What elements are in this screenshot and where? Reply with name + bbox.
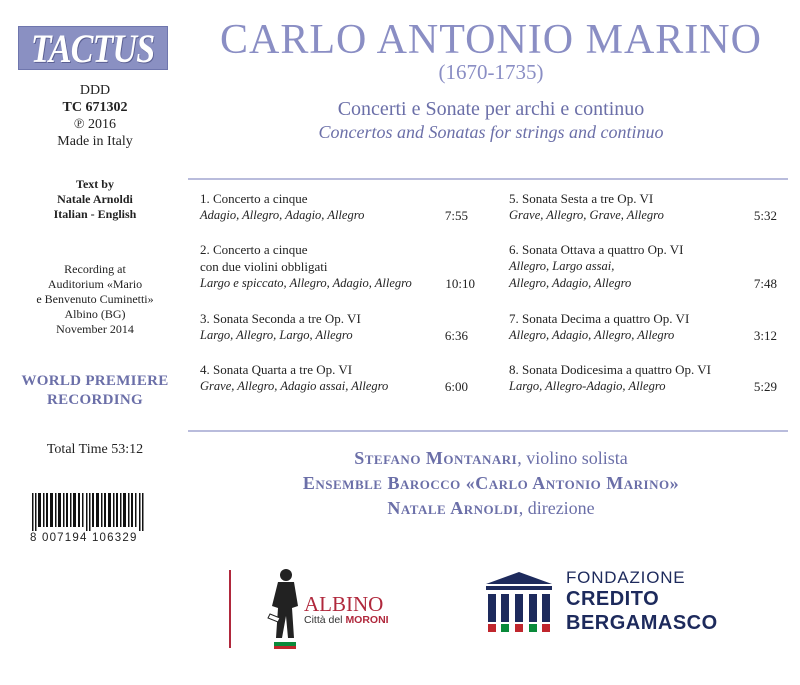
text-by-author: Natale Arnoldi xyxy=(57,192,133,206)
tactus-logo xyxy=(18,26,168,70)
track-title: 8. Sonata Dodicesima a quattro Op. VI xyxy=(509,362,711,377)
track-8 xyxy=(509,361,777,395)
track-movements: Largo, Allegro-Adagio, Allegro xyxy=(509,379,666,393)
text-credits xyxy=(10,177,180,222)
albino-figure-icon xyxy=(264,566,304,650)
track-movements: Grave, Allegro, Grave, Allegro xyxy=(509,208,664,222)
text-languages: Italian - English xyxy=(53,207,137,221)
track-title: 1. Concerto a cinque xyxy=(200,191,308,206)
composer-name: CARLO ANTONIO MARINO xyxy=(220,17,762,63)
track-duration: 6:00 xyxy=(444,379,468,394)
performer-director xyxy=(196,498,786,519)
track-title: 6. Sonata Ottava a quattro Op. VI xyxy=(509,242,684,257)
recording-line-4: Albino (BG) xyxy=(64,307,126,321)
made-in: Made in Italy xyxy=(57,134,133,149)
track-3 xyxy=(200,310,468,344)
track-movements: Allegro, Largo assai, xyxy=(509,259,615,273)
composer-dates: (1670-1735) xyxy=(438,60,544,84)
premiere-line-1: WORLD PREMIERE xyxy=(21,373,169,389)
phonogram-year: ℗ 2016 xyxy=(73,117,117,132)
track-title: 3. Sonata Seconda a tre Op. VI xyxy=(200,311,361,326)
albino-subtitle xyxy=(304,614,389,626)
track-duration: 7:55 xyxy=(444,208,468,223)
track-movements-cont: Allegro, Adagio, Allegro xyxy=(509,276,632,290)
recording-line-1: Recording at xyxy=(64,262,126,276)
track-duration: 5:32 xyxy=(753,208,777,223)
total-time: Total Time 53:12 xyxy=(46,442,144,457)
recording-line-2: Auditorium «Mario xyxy=(47,277,143,291)
recording-line-3: e Benvenuto Cuminetti» xyxy=(36,292,154,306)
track-movements: Allegro, Adagio, Allegro, Allegro xyxy=(509,328,675,342)
world-premiere-badge xyxy=(10,372,180,410)
soloist-role: , violino solista xyxy=(517,448,628,468)
track-movements: Adagio, Allegro, Adagio, Allegro xyxy=(200,208,365,222)
text-by-label: Text by xyxy=(76,177,114,191)
catalog-info xyxy=(10,82,180,150)
track-2 xyxy=(200,241,475,292)
track-movements: Largo e spiccato, Allegro, Adagio, Allegro xyxy=(200,276,412,290)
barcode-digits: 8 007194 106329 xyxy=(30,532,138,544)
director-role: , direzione xyxy=(518,498,595,518)
fondazione-line-3: BERGAMASCO xyxy=(566,612,718,634)
performer-soloist xyxy=(196,448,786,469)
track-duration: 6:36 xyxy=(444,328,468,343)
fondazione-temple-icon xyxy=(484,570,554,636)
albino-subtitle-prefix: Città del xyxy=(304,614,346,626)
tactus-logo-text: TACTUS xyxy=(31,25,155,71)
ensemble-name: Ensemble Barocco «Carlo Antonio Marino» xyxy=(302,473,680,493)
album-title-english: Concertos and Sonatas for strings and continuo xyxy=(318,122,664,142)
track-1 xyxy=(200,190,468,224)
fondazione-line-1: FONDAZIONE xyxy=(566,568,686,587)
albino-name: ALBINO xyxy=(304,592,384,616)
albino-subtitle-moroni: MORONI xyxy=(345,614,389,626)
director-name: Natale Arnoldi xyxy=(387,498,519,518)
track-duration: 5:29 xyxy=(753,379,777,394)
soloist-name: Stefano Montanari xyxy=(354,448,518,468)
catalog-number: TC 671302 xyxy=(62,100,128,115)
track-4 xyxy=(200,361,468,395)
recording-info xyxy=(10,262,180,337)
format-code: DDD xyxy=(79,83,111,98)
premiere-line-2: RECORDING xyxy=(46,392,144,408)
track-movements: Grave, Allegro, Adagio assai, Allegro xyxy=(200,379,389,393)
divider-bottom xyxy=(188,430,788,432)
recording-line-5: November 2014 xyxy=(56,322,134,336)
track-subtitle: con due violini obbligati xyxy=(200,259,328,274)
track-6 xyxy=(509,241,777,292)
divider-top xyxy=(188,178,788,180)
track-title: 5. Sonata Sesta a tre Op. VI xyxy=(509,191,654,206)
track-duration: 7:48 xyxy=(753,276,777,291)
performer-ensemble xyxy=(196,473,786,494)
albino-divider xyxy=(229,570,231,648)
track-duration: 3:12 xyxy=(753,328,777,343)
track-title: 2. Concerto a cinque xyxy=(200,242,308,257)
track-duration: 10:10 xyxy=(445,276,475,291)
album-title-italian: Concerti e Sonate per archi e continuo xyxy=(337,98,645,120)
track-7 xyxy=(509,310,777,344)
track-movements: Largo, Allegro, Largo, Allegro xyxy=(200,328,353,342)
fondazione-line-2: CREDITO xyxy=(566,588,660,610)
track-title: 4. Sonata Quarta a tre Op. VI xyxy=(200,362,353,377)
track-5 xyxy=(509,190,777,224)
barcode-icon xyxy=(32,493,144,531)
track-title: 7. Sonata Decima a quattro Op. VI xyxy=(509,311,690,326)
